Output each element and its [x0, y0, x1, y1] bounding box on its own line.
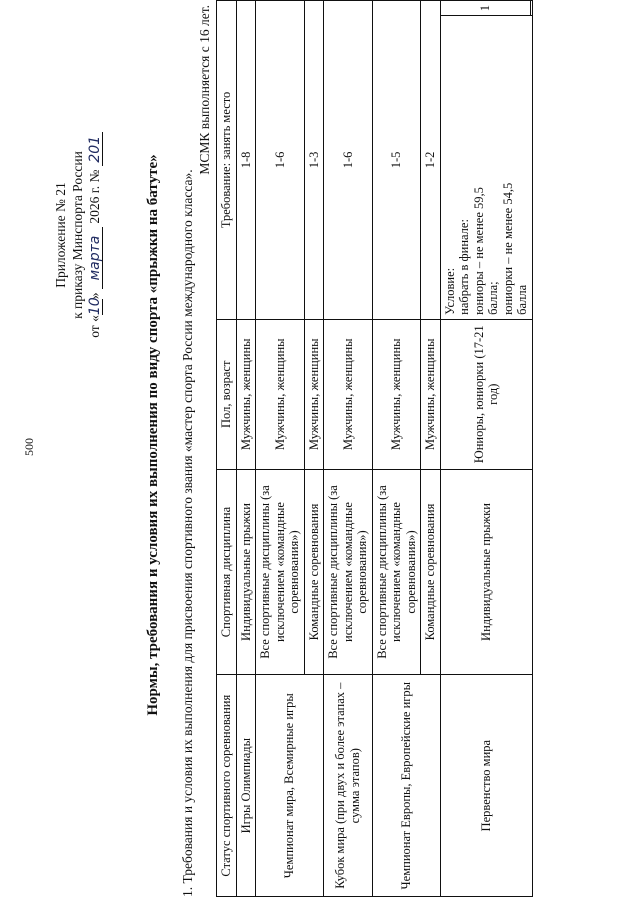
table-row [256, 1, 305, 897]
discipline-cell: Все спортивные дисциплины (за исключением «командные соревнования») [372, 469, 421, 675]
table-row [440, 1, 530, 897]
discipline-cell: Индивидуальные прыжки [440, 469, 532, 675]
place-cell: 1-3 [304, 1, 324, 320]
msmk-age-note: МСМК выполняется с 16 лет. [197, 5, 212, 175]
place-cell: 1-5 [372, 1, 421, 320]
handwritten-order-number: 201 [88, 132, 103, 166]
norms-table [216, 0, 533, 897]
table-row [236, 1, 256, 897]
discipline-cell: Все спортивные дисциплины (за исключением «командные соревнования») [256, 469, 305, 675]
discipline-cell: Командные соревнования [421, 469, 441, 675]
gender-cell: Мужчины, женщины [324, 319, 373, 469]
place-cell: 1-8 [236, 1, 256, 320]
status-cell: Кубок мира (при двух и более этапах – сумма этапов) [324, 675, 373, 897]
status-cell: Игры Олимпиады [236, 675, 256, 897]
condition-line: юниоры – не менее 59,5 [471, 187, 486, 315]
status-cell: Чемпионат Европы, Европейские игры [372, 675, 440, 897]
condition-cell [440, 16, 532, 320]
page-title: Нормы, требования и условия их выполнения по виду спорта «прыжки на батуте» [145, 154, 161, 716]
discipline-cell: Индивидуальные прыжки [236, 469, 256, 675]
discipline-cell: Командные соревнования [304, 469, 324, 675]
page-number: 500 [22, 438, 36, 456]
appendix-title: Приложение № 21 [53, 182, 68, 288]
appendix-date-line [86, 95, 103, 375]
gender-cell: Юниоры, юниорки (17-21 год) [440, 319, 532, 469]
place-cell: 1-6 [324, 1, 373, 320]
empty-place-cell [530, 1, 532, 16]
section-intro: 1. Требования и условия их выполнения для присвоения спортивного звания «мастер спорта России международного класса». [180, 169, 195, 897]
date-year-text: 2026 г. № [87, 169, 102, 224]
condition-line: набрать в финале: [457, 219, 471, 315]
place-cell: 1-2 [421, 1, 441, 320]
gender-cell: Мужчины, женщины [236, 319, 256, 469]
place-cell: 1-6 [256, 1, 305, 320]
header-place: Требование: занять место [217, 1, 237, 320]
gender-cell: Мужчины, женщины [421, 319, 441, 469]
date-prefix: от « [87, 315, 102, 338]
place-cell: 1 [440, 1, 530, 16]
condition-line: юниорки – не менее 54,5 [500, 182, 515, 315]
gender-cell: Мужчины, женщины [372, 319, 421, 469]
table-header-row [217, 1, 237, 897]
status-cell: Первенство мира [440, 675, 532, 897]
condition-line: балла; [486, 281, 500, 315]
gender-cell: Мужчины, женщины [304, 319, 324, 469]
header-gender-age: Пол, возраст [217, 319, 237, 469]
table-row [372, 1, 421, 897]
handwritten-month: марта [88, 227, 103, 289]
status-cell: Чемпионат мира, Всемирные игры [256, 675, 324, 897]
discipline-cell: Все спортивные дисциплины (за исключением «командные соревнования») [324, 469, 373, 675]
handwritten-day: 10 [87, 297, 103, 316]
header-discipline: Спортивная дисциплина [217, 469, 237, 675]
header-status: Статус спортивного соревнования [217, 675, 237, 897]
appendix-block [52, 95, 103, 375]
appendix-order-ref: к приказу Минспорта России [70, 151, 85, 319]
date-quote-close: » [87, 292, 102, 300]
table-row [324, 1, 373, 897]
gender-cell: Мужчины, женщины [256, 319, 305, 469]
condition-line: Условие: [442, 267, 457, 315]
condition-line: балла [515, 284, 529, 315]
